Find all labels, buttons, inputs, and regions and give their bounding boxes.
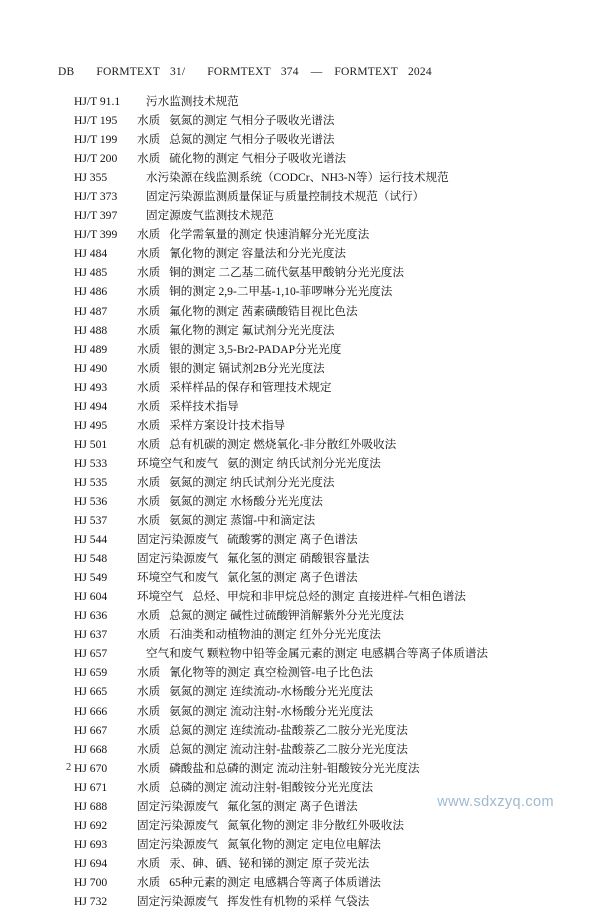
list-item [74,340,570,359]
list-item [74,187,570,206]
standard-title: 总有机碳的测定 燃烧氧化-非分散红外吸收法 [169,437,397,451]
standard-category: 环境空气和废气 [137,571,219,585]
standard-title: 总氮的测定 连续流动-盐酸萘乙二胺分光光度法 [169,723,408,737]
standard-title: 磷酸盐和总磷的测定 流动注射-钼酸铵分光光度法 [169,761,420,775]
list-item [74,702,570,721]
header-dash: — [310,66,323,78]
standard-category: 固定污染源废气 [137,837,219,851]
list-item [74,492,570,511]
standard-code: HJ 665 [74,685,108,699]
standard-code: HJ/T 195 [74,114,118,128]
standard-category: 水质 [137,761,161,775]
standard-category: 环境空气和废气 [137,456,219,470]
standard-code: HJ 637 [74,628,108,642]
standard-title: 污水监测技术规范 [146,95,239,108]
standard-category: 固定污染源废气 [137,818,219,832]
standard-category: 水质 [137,323,161,337]
standard-title: 空气和废气 颗粒物中铅等金属元素的测定 电感耦合等离子体质谱法 [146,647,489,661]
standard-title: 总氮的测定 碱性过硫酸钾消解紫外分光光度法 [169,609,404,623]
list-item [74,606,570,625]
standard-title: 硫酸雾的测定 离子色谱法 [227,533,358,547]
list-item [74,721,570,740]
list-item [74,130,570,149]
header-field-3: FORMTEXT [334,66,398,78]
list-item [74,378,570,397]
list-item [74,473,570,492]
header-year: 2024 [407,66,432,78]
standard-category: 水质 [137,247,161,261]
standard-title: 铜的测定 2,9-二甲基-1,10-菲啰啉分光光度法 [169,285,393,299]
standard-title: 银的测定 3,5-Br2-PADAP分光光度 [169,342,342,356]
list-item [74,682,570,701]
list-item [74,587,570,606]
standard-category: 水质 [137,361,161,375]
standard-code: HJ 488 [74,323,108,337]
list-item [74,263,570,282]
standard-title: 氨氮的测定 连续流动-水杨酸分光光度法 [169,685,374,699]
standard-code: HJ 494 [74,399,108,413]
standard-category: 水质 [137,514,161,528]
standard-code: HJ 693 [74,837,108,851]
list-item [74,149,570,168]
list-item [74,92,570,111]
list-item [74,873,570,892]
standard-title: 硫化物的测定 气相分子吸收光谱法 [169,152,347,166]
header-number-2: 374 [280,66,299,78]
standard-title: 氟化物的测定 氟试剂分光光度法 [169,323,335,337]
standard-title: 氰化物等的测定 真空检测管-电子比色法 [169,666,374,680]
list-item [74,568,570,587]
standard-code: HJ 666 [74,704,108,718]
standard-code: HJ 489 [74,342,108,356]
standard-title: 氯化氢的测定 离子色谱法 [227,571,358,585]
standard-category: 水质 [137,114,161,128]
standard-title: 固定源废气监测技术规范 [146,209,274,223]
standard-title: 化学需氧量的测定 快速消解分光光度法 [169,228,370,242]
standard-title: 氨氮的测定 蒸馏-中和滴定法 [169,514,316,528]
header-field-1: FORMTEXT [96,66,160,78]
page-number: 2 [66,762,72,773]
list-item [74,302,570,321]
list-item [74,225,570,244]
standard-code: HJ 694 [74,856,108,870]
standard-title: 采样样品的保存和管理技术规定 [169,380,332,394]
standard-category: 水质 [137,418,161,432]
list-item [74,435,570,454]
list-item [74,359,570,378]
list-item [74,282,570,301]
standard-category: 水质 [137,685,161,699]
standards-list [74,92,570,911]
standard-title: 氰化物的测定 容量法和分光光度法 [169,247,347,261]
list-item [74,759,570,778]
standard-code: HJ 548 [74,552,108,566]
list-item [74,511,570,530]
standard-category: 水质 [137,304,161,318]
standard-category: 水质 [137,628,161,642]
standard-category: 固定污染源废气 [137,533,219,547]
standard-title: 氮氧化物的测定 定电位电解法 [227,837,381,851]
standard-category: 水质 [137,133,161,147]
standard-title: 挥发性有机物的采样 气袋法 [227,894,370,908]
header-field-2: FORMTEXT [207,66,271,78]
standard-code: HJ 659 [74,666,108,680]
standard-category: 水质 [137,152,161,166]
standard-category: 水质 [137,723,161,737]
list-item [74,625,570,644]
standard-code: HJ 549 [74,571,108,585]
standard-code: HJ 688 [74,799,108,813]
standard-category: 固定污染源废气 [137,799,219,813]
list-item [74,244,570,263]
standard-code: HJ 533 [74,456,108,470]
standard-code: HJ/T 199 [74,133,118,147]
standard-category: 水质 [137,285,161,299]
list-item [74,835,570,854]
standard-code: HJ 535 [74,475,108,489]
standard-title: 氟化物的测定 茜素磺酸锆目视比色法 [169,304,358,318]
standard-title: 氟化氢的测定 离子色谱法 [227,799,358,813]
standard-code: HJ 486 [74,285,108,299]
list-item [74,454,570,473]
standard-title: 氨氮的测定 流动注射-水杨酸分光光度法 [169,704,374,718]
header-prefix: DB [58,66,75,78]
standard-code: HJ 544 [74,533,108,547]
standard-title: 固定污染源监测质量保证与质量控制技术规范（试行） [146,190,425,204]
standard-title: 汞、砷、硒、铋和锑的测定 原子荧光法 [169,856,370,870]
standard-title: 采样技术指导 [169,399,239,413]
standard-code: HJ/T 397 [74,209,118,223]
standard-title: 石油类和动植物油的测定 红外分光光度法 [169,628,381,642]
standard-code: HJ 537 [74,514,108,528]
standard-title: 氨的测定 纳氏试剂分光光度法 [227,456,381,470]
list-item [74,892,570,911]
list-item [74,663,570,682]
standard-code: HJ/T 373 [74,190,118,204]
watermark: www.sdxzyq.com [437,794,554,810]
standard-category: 水质 [137,666,161,680]
standard-category: 水质 [137,475,161,489]
standard-category: 水质 [137,266,161,280]
standard-code: HJ 355 [74,171,108,185]
standard-code: HJ 490 [74,361,108,375]
standard-category: 水质 [137,704,161,718]
list-item [74,549,570,568]
standard-category: 固定污染源废气 [137,552,219,566]
standard-category: 水质 [137,380,161,394]
standard-code: HJ 487 [74,304,108,318]
standard-category: 水质 [137,742,161,756]
standard-category: 水质 [137,609,161,623]
standard-code: HJ 692 [74,818,108,832]
standard-code: HJ 604 [74,590,108,604]
standard-code: HJ 668 [74,742,108,756]
standard-title: 氮氧化物的测定 非分散红外吸收法 [227,818,404,832]
standard-category: 水质 [137,437,161,451]
standard-title: 氨氮的测定 气相分子吸收光谱法 [169,114,335,128]
standard-code: HJ 636 [74,609,108,623]
standard-code: HJ/T 91.1 [74,95,121,108]
standard-code: HJ/T 200 [74,152,118,166]
standard-code: HJ 732 [74,894,108,908]
standard-code: HJ 501 [74,437,108,451]
standard-code: HJ/T 399 [74,228,118,242]
standard-title: 总氮的测定 流动注射-盐酸萘乙二胺分光光度法 [169,742,408,756]
standard-title: 氨氮的测定 纳氏试剂分光光度法 [169,475,335,489]
list-item [74,111,570,130]
header-number-1: 31/ [169,66,186,78]
list-item [74,321,570,340]
standard-category: 水质 [137,494,161,508]
standard-title: 银的测定 镉试剂2B分光光度法 [169,361,325,375]
list-item [74,397,570,416]
standard-code: HJ 485 [74,266,108,280]
standard-title: 采样方案设计技术指导 [169,418,286,432]
standard-code: HJ 493 [74,380,108,394]
standard-title: 水污染源在线监测系统（CODCr、NH3-N等）运行技术规范 [146,171,449,185]
standard-category: 环境空气 [137,590,184,604]
standard-title: 氟化氢的测定 硝酸银容量法 [227,552,370,566]
standard-code: HJ 670 [74,761,108,775]
standard-code: HJ 536 [74,494,108,508]
standard-title: 总氮的测定 气相分子吸收光谱法 [169,133,335,147]
list-item [74,416,570,435]
standard-code: HJ 667 [74,723,108,737]
standard-code: HJ 657 [74,647,108,661]
list-item [74,644,570,663]
standard-category: 水质 [137,399,161,413]
standard-title: 铜的测定 二乙基二硫代氨基甲酸钠分光光度法 [169,266,404,280]
standard-category: 水质 [137,856,161,870]
standard-code: HJ 495 [74,418,108,432]
standard-title: 65种元素的测定 电感耦合等离子体质谱法 [169,875,381,889]
list-item [74,740,570,759]
standard-category: 水质 [137,342,161,356]
standard-category: 固定污染源废气 [137,894,219,908]
standard-category: 水质 [137,875,161,889]
list-item [74,168,570,187]
standard-title: 总磷的测定 流动注射-钼酸铵分光光度法 [169,780,374,794]
standard-title: 氨氮的测定 水杨酸分光光度法 [169,494,323,508]
standard-code: HJ 671 [74,780,108,794]
list-item [74,816,570,835]
page-header [58,66,542,78]
list-item [74,530,570,549]
list-item [74,206,570,225]
standard-code: HJ 700 [74,875,108,889]
list-item [74,854,570,873]
standard-category: 水质 [137,780,161,794]
standard-code: HJ 484 [74,247,108,261]
standard-title: 总烃、甲烷和非甲烷总烃的测定 直接进样-气相色谱法 [192,590,466,604]
standard-category: 水质 [137,228,161,242]
